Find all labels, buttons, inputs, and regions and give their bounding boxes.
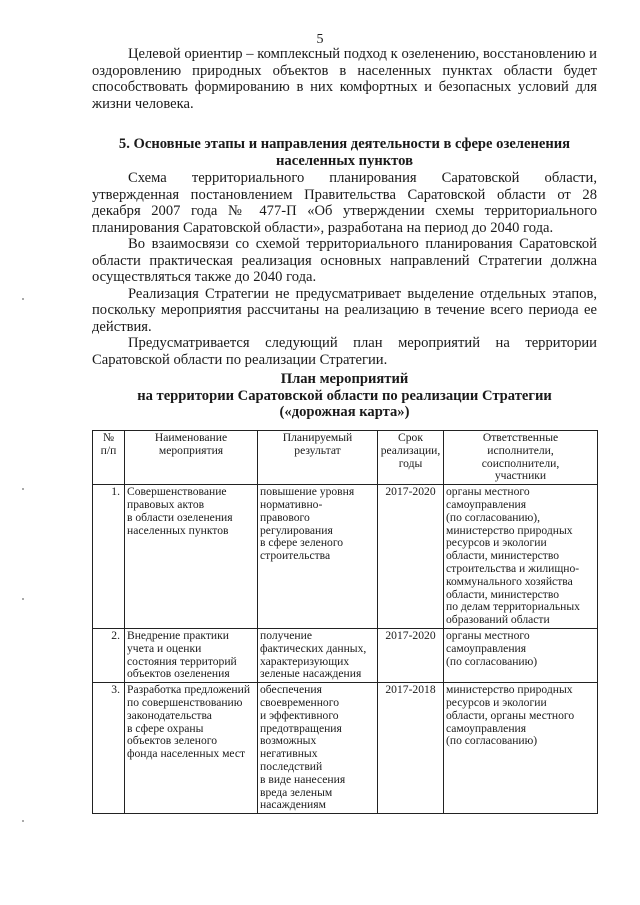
cell-line: в области озеленения <box>127 511 233 524</box>
cell-line: насаждениям <box>260 799 326 812</box>
cell-line: правовых актов <box>127 498 205 511</box>
scan-speck <box>22 820 24 822</box>
cell-line: коммунального хозяйства <box>446 575 573 588</box>
cell-line: вреда зеленым <box>260 786 333 799</box>
cell-line: самоуправления <box>446 722 527 735</box>
cell-executors <box>444 683 598 814</box>
plan-title <box>92 371 597 421</box>
cell-line: в сфере охраны <box>127 722 204 735</box>
cell-number: 2. <box>93 628 125 682</box>
cell-result <box>258 485 378 629</box>
plan-title-line: на территории Саратовской области по реализации Стратегии <box>137 387 552 404</box>
cell-line: фонда населенных мест <box>127 748 246 761</box>
table-row <box>93 683 598 814</box>
cell-line: повышение уровня <box>260 486 355 499</box>
cell-line: самоуправления <box>446 498 527 511</box>
cell-line: самоуправления <box>446 642 527 655</box>
header-name <box>125 431 258 485</box>
header-term <box>378 431 444 485</box>
cell-line: обеспечения <box>260 684 322 697</box>
cell-line: области, министерство <box>446 550 560 563</box>
cell-line: нормативно- <box>260 498 323 511</box>
cell-name <box>125 485 258 629</box>
header-line: № <box>102 432 115 444</box>
scan-speck <box>22 598 24 600</box>
table-row <box>93 628 598 682</box>
cell-line: в сфере зеленого <box>260 537 344 550</box>
roadmap-table <box>92 430 598 814</box>
cell-line: предотвращения <box>260 722 342 735</box>
cell-line: министерство природных <box>446 524 573 537</box>
cell-result <box>258 683 378 814</box>
scan-speck <box>22 488 24 490</box>
cell-line: зеленые насаждения <box>260 668 362 681</box>
header-line: п/п <box>100 444 117 457</box>
cell-line: объектов озеленения <box>127 668 230 681</box>
cell-line: органы местного <box>446 629 530 642</box>
header-executors <box>444 431 598 485</box>
cell-line: органы местного <box>446 486 530 499</box>
cell-line: последствий <box>260 760 323 773</box>
cell-number: 3. <box>93 683 125 814</box>
cell-line: министерство природных <box>446 684 573 697</box>
plan-title-line: План мероприятий <box>280 371 409 387</box>
paragraph-stages: Реализация Стратегии не предусматривает выделение отдельных этапов, поскольку мероприятия рассчитаны на реализацию в течение всего периода ее действия. <box>92 285 597 335</box>
header-result <box>258 431 378 485</box>
cell-line: и эффективного <box>260 709 339 722</box>
cell-executors <box>444 628 598 682</box>
cell-line: Разработка предложений <box>127 684 251 697</box>
cell-line: в виде нанесения <box>260 773 346 786</box>
header-line: результат <box>294 444 341 457</box>
cell-line: фактических данных, <box>260 642 367 655</box>
cell-line: (по согласованию), <box>446 511 541 524</box>
cell-line: (по согласованию) <box>446 655 538 668</box>
cell-result <box>258 628 378 682</box>
cell-line: Внедрение практики <box>127 629 229 642</box>
cell-line: возможных <box>260 735 317 748</box>
cell-line: законодательства <box>127 709 212 722</box>
header-number <box>93 431 125 485</box>
cell-line: (по согласованию) <box>446 735 538 748</box>
cell-term: 2017-2020 <box>378 485 444 629</box>
table-body <box>93 485 598 814</box>
paragraph-plan-intro: Предусматривается следующий план мероприятий на территории Саратовской области по реализации Стратегии. <box>92 335 597 368</box>
paragraph-scheme: Схема территориального планирования Саратовской области, утвержденная постановлением Правительства Саратовской области от 28 декабря 2007 года № 477-П «Об утверждении схемы территориального планирования Саратовской области», разработана на период до 2040 года. <box>92 170 597 236</box>
cell-name <box>125 628 258 682</box>
section-body <box>92 170 597 368</box>
cell-line: по делам территориальных <box>446 601 580 614</box>
page-number: 5 <box>316 32 324 47</box>
cell-line: получение <box>260 629 312 642</box>
cell-line: области, органы местного <box>446 709 575 722</box>
table-header-row <box>93 431 598 485</box>
cell-line: ресурсов и экологии <box>446 537 547 550</box>
cell-line: Совершенствование <box>127 486 227 499</box>
cell-executors <box>444 485 598 629</box>
cell-line: состояния территорий <box>127 655 237 668</box>
header-line: исполнители, <box>487 444 554 457</box>
cell-line: объектов зеленого <box>127 735 218 748</box>
cell-line: своевременного <box>260 696 339 709</box>
cell-line: регулирования <box>260 524 333 537</box>
target-paragraph: Целевой ориентир – комплексный подход к озеленению, восстановлению и оздоровлению природных объектов в населенных пунктах области будет способствовать формированию в них комфортных и безопасных условий для жизни человека. <box>92 46 597 112</box>
cell-line: ресурсов и экологии <box>446 696 547 709</box>
header-line: Срок <box>398 432 423 444</box>
header-line: Наименование <box>154 432 228 444</box>
intro-paragraph <box>92 46 597 112</box>
header-line: реализации, <box>380 444 441 457</box>
header-line: участники <box>494 470 547 483</box>
section-heading: 5. Основные этапы и направления деятельности в сфере озеленения населенных пунктов <box>118 136 571 169</box>
cell-line: населенных пунктов <box>127 524 229 537</box>
cell-term: 2017-2020 <box>378 628 444 682</box>
cell-name <box>125 683 258 814</box>
header-line: мероприятия <box>158 444 224 457</box>
cell-line: строительства и жилищно- <box>446 562 580 575</box>
table-row <box>93 485 598 629</box>
plan-title-line: («дорожная карта») <box>279 404 410 420</box>
cell-line: характеризующих <box>260 655 350 668</box>
cell-line: области, министерство <box>446 588 560 601</box>
scan-speck <box>22 298 24 300</box>
header-line: годы <box>398 457 423 470</box>
header-line: соисполнители, <box>481 457 560 470</box>
cell-line: по совершенствованию <box>127 696 243 709</box>
cell-line: учета и оценки <box>127 642 202 655</box>
header-line: Ответственные <box>482 432 559 444</box>
header-line: Планируемый <box>282 432 353 444</box>
cell-term: 2017-2018 <box>378 683 444 814</box>
paragraph-2040: Во взаимосвязи со схемой территориального планирования Саратовской области практическая реализация основных направлений Стратегии должна осуществляться также до 2040 года. <box>92 236 597 285</box>
cell-number: 1. <box>93 485 125 629</box>
cell-line: правового <box>260 511 310 524</box>
cell-line: негативных <box>260 748 318 761</box>
cell-line: строительства <box>260 550 331 563</box>
cell-line: образований области <box>446 614 550 627</box>
